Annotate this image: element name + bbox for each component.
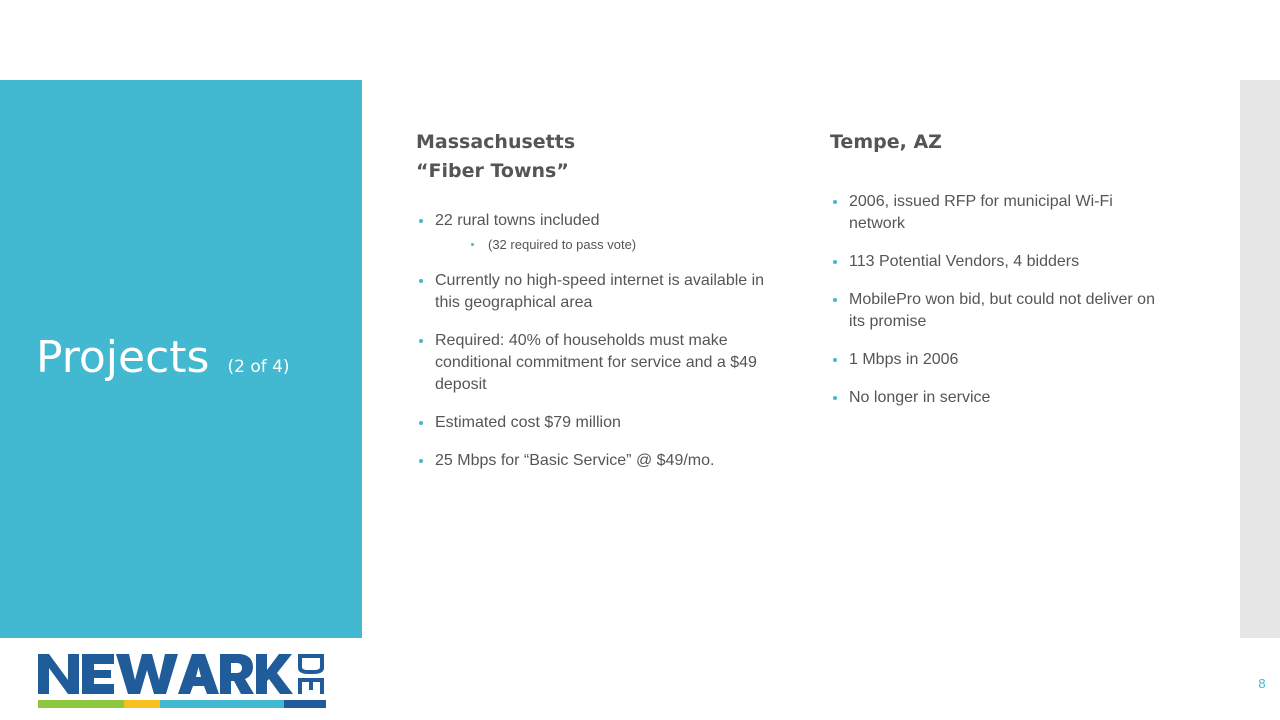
bullet-icon: [419, 459, 423, 463]
column-heading: [416, 128, 766, 186]
bullet-icon: [833, 260, 837, 264]
bullet-list: [830, 191, 1170, 409]
bullet-text: (32 required to pass vote): [488, 237, 637, 252]
logo-yellow-bar: [124, 700, 160, 708]
bullet-icon: [833, 358, 837, 362]
page-number: 8: [1258, 676, 1266, 691]
logo-cyan-bar: [160, 700, 284, 708]
bullet-item: [416, 330, 766, 396]
newark-logo-icon: [38, 648, 326, 708]
bullet-item: [830, 349, 1170, 371]
logo-letters-de: [298, 654, 324, 694]
bullet-item: [830, 289, 1170, 333]
logo-letter-n: [38, 654, 79, 694]
bullet-icon: [471, 243, 474, 246]
logo-letter-e: [82, 654, 114, 694]
column-tempe: [830, 128, 1170, 425]
column-heading: [830, 128, 1170, 157]
bullet-item: [830, 387, 1170, 409]
column-massachusetts: [416, 128, 766, 488]
sub-bullet-item: [468, 236, 766, 254]
logo-blue-bar: [284, 700, 326, 708]
right-decorative-strip: [1240, 80, 1280, 638]
logo-letter-a: [178, 654, 219, 694]
bullet-icon: [833, 200, 837, 204]
bullet-text: No longer in service: [849, 389, 991, 406]
bullet-item: [830, 251, 1170, 273]
bullet-text: 2006, issued RFP for municipal Wi-Fi network: [849, 193, 1113, 232]
logo-green-bar: [38, 700, 124, 708]
bullet-text: 113 Potential Vendors, 4 bidders: [849, 253, 1080, 270]
bullet-text: Required: 40% of households must make conditional commitment for service and a $49 deposit: [435, 332, 757, 393]
column-heading-line2: “Fiber Towns”: [416, 160, 569, 182]
bullet-item: [830, 191, 1170, 235]
column-heading-line1: Massachusetts: [416, 131, 576, 153]
bullet-item: [416, 412, 766, 434]
bullet-item: [416, 270, 766, 314]
logo-letter-r: [220, 654, 254, 694]
bullet-icon: [833, 396, 837, 400]
bullet-text: Estimated cost $79 million: [435, 414, 621, 431]
bullet-item: [416, 450, 766, 472]
slide-title: [36, 328, 290, 397]
logo-letter-k: [256, 654, 293, 694]
bullet-text: 25 Mbps for “Basic Service” @ $49/mo.: [435, 452, 715, 469]
bullet-icon: [419, 219, 423, 223]
slide-title-text: Projects: [36, 332, 210, 383]
bullet-item: [416, 210, 766, 232]
slide-title-subtitle: (2 of 4): [227, 357, 290, 377]
newark-logo: [38, 648, 326, 708]
bullet-icon: [419, 339, 423, 343]
logo-letter-w: [116, 654, 178, 694]
bullet-icon: [419, 279, 423, 283]
column-heading-line1: Tempe, AZ: [830, 131, 942, 153]
bullet-text: 1 Mbps in 2006: [849, 351, 959, 368]
bullet-list: [416, 210, 766, 472]
bullet-text: 22 rural towns included: [435, 212, 600, 229]
bullet-text: Currently no high-speed internet is available in this geographical area: [435, 272, 765, 311]
bullet-text: MobilePro won bid, but could not deliver on its promise: [849, 291, 1155, 330]
bullet-icon: [833, 298, 837, 302]
bullet-icon: [419, 421, 423, 425]
